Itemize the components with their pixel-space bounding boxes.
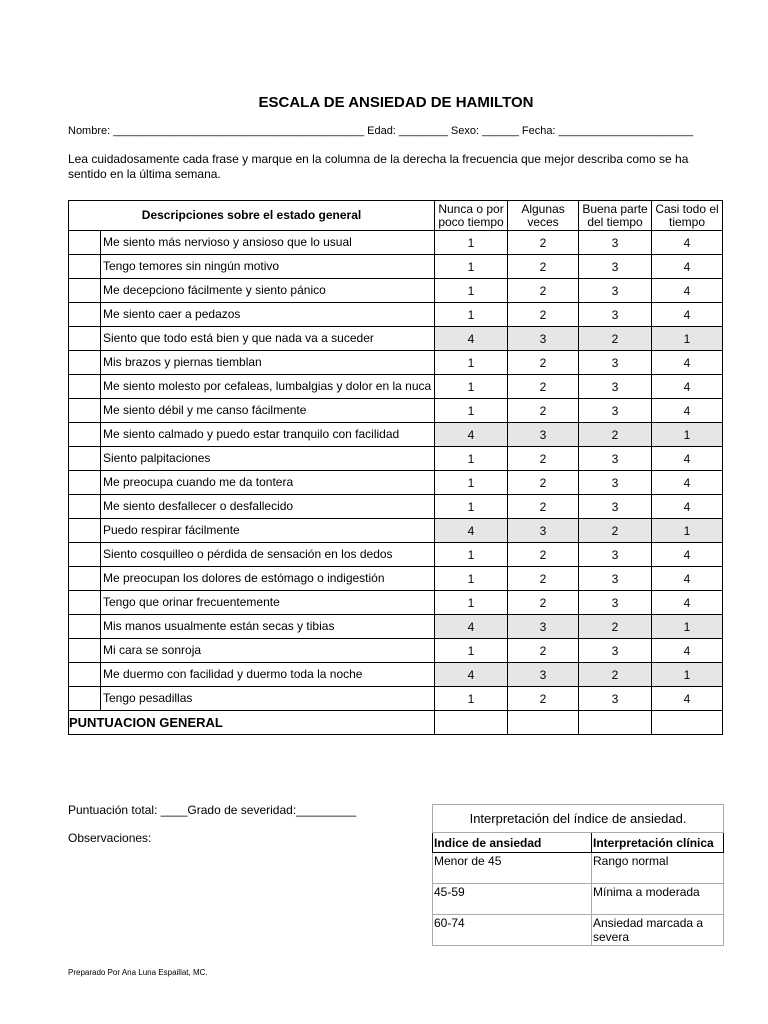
total-cell-2[interactable] (508, 711, 579, 735)
row-checkbox-cell[interactable] (69, 567, 101, 591)
row-score-v3[interactable]: 3 (579, 471, 652, 495)
row-checkbox-cell[interactable] (69, 519, 101, 543)
row-checkbox-cell[interactable] (69, 375, 101, 399)
row-score-v1[interactable]: 1 (435, 639, 508, 663)
row-score-v2[interactable]: 2 (508, 687, 579, 711)
row-description: Me decepciono fácilmente y siento pánico (101, 279, 435, 303)
interpretation-row (433, 884, 724, 915)
row-description: Tengo que orinar frecuentemente (101, 591, 435, 615)
table-row (69, 639, 723, 663)
total-cell-3[interactable] (579, 711, 652, 735)
table-row (69, 495, 723, 519)
row-score-v2[interactable]: 3 (508, 327, 579, 351)
row-score-v3[interactable]: 3 (579, 543, 652, 567)
row-score-v1[interactable]: 1 (435, 543, 508, 567)
table-row (69, 519, 723, 543)
row-description: Tengo temores sin ningún motivo (101, 255, 435, 279)
table-header-row (69, 201, 723, 231)
row-score-v1[interactable]: 1 (435, 231, 508, 255)
row-score-v2[interactable]: 3 (508, 615, 579, 639)
row-score-v1[interactable]: 4 (435, 423, 508, 447)
table-row (69, 375, 723, 399)
row-score-v2[interactable]: 2 (508, 495, 579, 519)
row-score-v3[interactable]: 3 (579, 231, 652, 255)
row-description: Me preocupa cuando me da tontera (101, 471, 435, 495)
row-description: Me siento desfallecer o desfallecido (101, 495, 435, 519)
row-score-v3[interactable]: 3 (579, 279, 652, 303)
interpretation-row (433, 853, 724, 884)
row-score-v3[interactable]: 2 (579, 423, 652, 447)
row-checkbox-cell[interactable] (69, 423, 101, 447)
row-score-v4[interactable]: 4 (652, 351, 723, 375)
table-row (69, 591, 723, 615)
row-score-v4[interactable]: 4 (652, 399, 723, 423)
row-score-v2[interactable]: 3 (508, 663, 579, 687)
row-score-v3[interactable]: 3 (579, 639, 652, 663)
row-score-v3[interactable]: 3 (579, 303, 652, 327)
row-score-v1[interactable]: 1 (435, 471, 508, 495)
row-score-v1[interactable]: 1 (435, 495, 508, 519)
row-score-v4[interactable]: 4 (652, 543, 723, 567)
table-row (69, 231, 723, 255)
patient-info-line: Nombre: _________________________________________ Edad: ________ Sexo: ______ Fecha: ______________________ (68, 125, 694, 137)
anxiety-index-value: 45-59 (433, 884, 592, 915)
row-checkbox-cell[interactable] (69, 255, 101, 279)
table-row (69, 471, 723, 495)
row-checkbox-cell[interactable] (69, 447, 101, 471)
row-score-v3[interactable]: 2 (579, 663, 652, 687)
total-score-line: Puntuación total: ____Grado de severidad:_________ (68, 803, 357, 817)
row-checkbox-cell[interactable] (69, 471, 101, 495)
row-score-v1[interactable]: 1 (435, 687, 508, 711)
header-clinical-interpretation: Interpretación clínica (592, 833, 724, 853)
row-score-v3[interactable]: 3 (579, 567, 652, 591)
row-score-v4[interactable]: 1 (652, 423, 723, 447)
row-score-v4[interactable]: 4 (652, 255, 723, 279)
row-checkbox-cell[interactable] (69, 303, 101, 327)
row-score-v2[interactable]: 2 (508, 231, 579, 255)
table-row (69, 327, 723, 351)
row-score-v2[interactable]: 2 (508, 399, 579, 423)
row-score-v2[interactable]: 2 (508, 639, 579, 663)
total-cell-4[interactable] (652, 711, 723, 735)
row-description: Siento palpitaciones (101, 447, 435, 471)
row-score-v1[interactable]: 1 (435, 591, 508, 615)
row-score-v1[interactable]: 4 (435, 615, 508, 639)
row-score-v3[interactable]: 2 (579, 327, 652, 351)
row-score-v3[interactable]: 3 (579, 399, 652, 423)
row-score-v4[interactable]: 4 (652, 375, 723, 399)
table-row (69, 567, 723, 591)
row-score-v3[interactable]: 3 (579, 687, 652, 711)
row-checkbox-cell[interactable] (69, 351, 101, 375)
total-label: PUNTUACION GENERAL (69, 711, 435, 735)
row-score-v4[interactable]: 4 (652, 447, 723, 471)
row-score-v2[interactable]: 3 (508, 519, 579, 543)
row-score-v4[interactable]: 1 (652, 615, 723, 639)
clinical-interpretation-value: Mínima a moderada (592, 884, 724, 915)
row-score-v4[interactable]: 1 (652, 327, 723, 351)
row-description: Mis brazos y piernas tiemblan (101, 351, 435, 375)
row-score-v2[interactable]: 2 (508, 303, 579, 327)
row-score-v4[interactable]: 4 (652, 303, 723, 327)
header-never: Nunca o por poco tiempo (435, 201, 508, 231)
header-good-part: Buena parte del tiempo (579, 201, 652, 231)
interpretation-caption: Interpretación del índice de ansiedad. (433, 805, 724, 833)
row-score-v2[interactable]: 2 (508, 567, 579, 591)
row-score-v1[interactable]: 1 (435, 255, 508, 279)
row-score-v2[interactable]: 2 (508, 543, 579, 567)
row-score-v4[interactable]: 4 (652, 567, 723, 591)
row-description: Siento que todo está bien y que nada va a suceder (101, 327, 435, 351)
interpretation-header-row (433, 833, 724, 853)
row-score-v3[interactable]: 3 (579, 375, 652, 399)
clinical-interpretation-value: Rango normal (592, 853, 724, 884)
header-almost-always: Casi todo el tiempo (652, 201, 723, 231)
clinical-interpretation-value: Ansiedad marcada a severa (592, 915, 724, 946)
row-score-v1[interactable]: 1 (435, 399, 508, 423)
row-score-v4[interactable]: 4 (652, 591, 723, 615)
row-description: Tengo pesadillas (101, 687, 435, 711)
table-row (69, 303, 723, 327)
row-description: Mi cara se sonroja (101, 639, 435, 663)
interpretation-row (433, 915, 724, 946)
total-cell-1[interactable] (435, 711, 508, 735)
row-score-v1[interactable]: 4 (435, 663, 508, 687)
table-row (69, 447, 723, 471)
row-score-v2[interactable]: 2 (508, 279, 579, 303)
row-checkbox-cell[interactable] (69, 279, 101, 303)
interpretation-table (432, 804, 724, 946)
row-score-v3[interactable]: 3 (579, 495, 652, 519)
table-row (69, 615, 723, 639)
footer-credit: Preparado Por Ana Luna Espaillat, MC. (68, 968, 208, 977)
table-row (69, 399, 723, 423)
row-score-v4[interactable]: 4 (652, 639, 723, 663)
observations-label: Observaciones: (68, 831, 152, 845)
row-score-v2[interactable]: 2 (508, 591, 579, 615)
row-checkbox-cell[interactable] (69, 399, 101, 423)
header-anxiety-index: Indice de ansiedad (433, 833, 592, 853)
row-score-v3[interactable]: 3 (579, 447, 652, 471)
row-score-v1[interactable]: 4 (435, 327, 508, 351)
row-score-v4[interactable]: 4 (652, 279, 723, 303)
row-checkbox-cell[interactable] (69, 495, 101, 519)
row-score-v4[interactable]: 1 (652, 663, 723, 687)
row-description: Me siento molesto por cefaleas, lumbalgias y dolor en la nuca (101, 375, 435, 399)
row-score-v4[interactable]: 4 (652, 471, 723, 495)
scale-table (68, 200, 723, 735)
table-row (69, 663, 723, 687)
page-title: ESCALA DE ANSIEDAD DE HAMILTON (258, 94, 534, 111)
row-checkbox-cell[interactable] (69, 663, 101, 687)
table-row (69, 687, 723, 711)
table-row (69, 423, 723, 447)
row-score-v4[interactable]: 4 (652, 495, 723, 519)
row-score-v3[interactable]: 3 (579, 591, 652, 615)
table-row (69, 351, 723, 375)
row-checkbox-cell[interactable] (69, 231, 101, 255)
row-checkbox-cell[interactable] (69, 591, 101, 615)
interpretation-caption-row (433, 805, 724, 833)
row-score-v1[interactable]: 1 (435, 567, 508, 591)
row-checkbox-cell[interactable] (69, 615, 101, 639)
anxiety-index-value: Menor de 45 (433, 853, 592, 884)
row-score-v1[interactable]: 1 (435, 375, 508, 399)
row-score-v1[interactable]: 1 (435, 447, 508, 471)
row-score-v4[interactable]: 4 (652, 231, 723, 255)
row-description: Me siento más nervioso y ansioso que lo usual (101, 231, 435, 255)
table-row (69, 279, 723, 303)
row-score-v2[interactable]: 2 (508, 351, 579, 375)
row-description: Me siento caer a pedazos (101, 303, 435, 327)
row-score-v2[interactable]: 2 (508, 471, 579, 495)
row-score-v1[interactable]: 1 (435, 279, 508, 303)
row-description: Puedo respirar fácilmente (101, 519, 435, 543)
table-row (69, 543, 723, 567)
table-row (69, 255, 723, 279)
row-description: Me siento calmado y puedo estar tranquilo con facilidad (101, 423, 435, 447)
anxiety-index-value: 60-74 (433, 915, 592, 946)
row-description: Mis manos usualmente están secas y tibias (101, 615, 435, 639)
row-checkbox-cell[interactable] (69, 639, 101, 663)
header-sometimes: Algunas veces (508, 201, 579, 231)
header-description: Descripciones sobre el estado general (69, 201, 435, 231)
row-score-v3[interactable]: 3 (579, 351, 652, 375)
row-description: Me siento débil y me canso fácilmente (101, 399, 435, 423)
row-score-v3[interactable]: 2 (579, 615, 652, 639)
row-score-v2[interactable]: 2 (508, 375, 579, 399)
row-score-v1[interactable]: 1 (435, 351, 508, 375)
row-score-v4[interactable]: 4 (652, 687, 723, 711)
row-score-v2[interactable]: 2 (508, 255, 579, 279)
row-checkbox-cell[interactable] (69, 543, 101, 567)
total-row (69, 711, 723, 735)
row-score-v2[interactable]: 3 (508, 423, 579, 447)
row-score-v1[interactable]: 1 (435, 303, 508, 327)
row-description: Me duermo con facilidad y duermo toda la noche (101, 663, 435, 687)
row-score-v3[interactable]: 3 (579, 255, 652, 279)
instructions: Lea cuidadosamente cada frase y marque en la columna de la derecha la frecuencia que mejor describa como se ha sentido en la última semana. (68, 152, 689, 181)
row-score-v1[interactable]: 4 (435, 519, 508, 543)
row-description: Me preocupan los dolores de estómago o indigestión (101, 567, 435, 591)
row-score-v2[interactable]: 2 (508, 447, 579, 471)
row-checkbox-cell[interactable] (69, 687, 101, 711)
row-checkbox-cell[interactable] (69, 327, 101, 351)
row-description: Siento cosquilleo o pérdida de sensación en los dedos (101, 543, 435, 567)
row-score-v4[interactable]: 1 (652, 519, 723, 543)
row-score-v3[interactable]: 2 (579, 519, 652, 543)
